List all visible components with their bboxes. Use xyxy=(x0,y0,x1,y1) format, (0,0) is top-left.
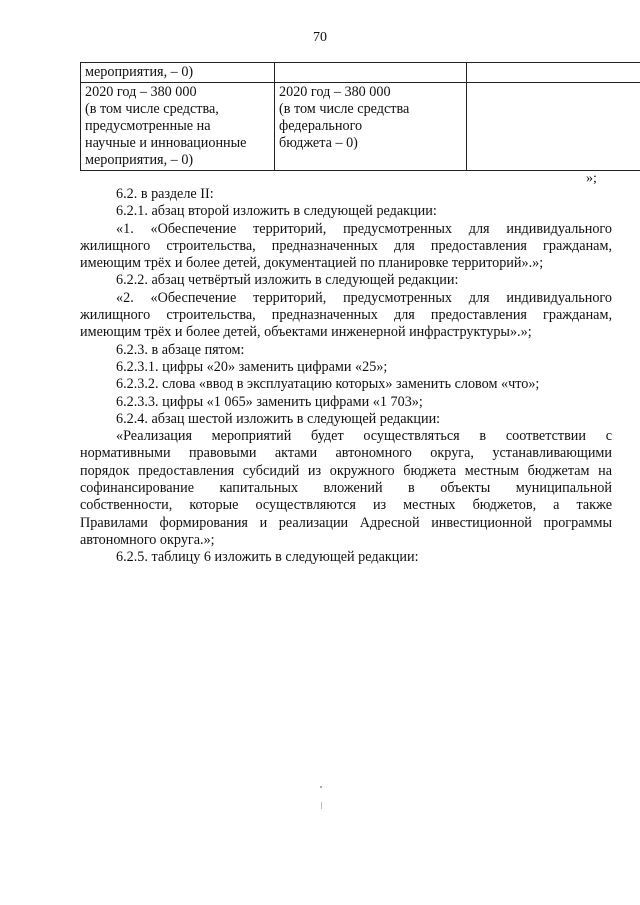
paragraph-line: «2. «Обеспечение территорий, предусмотренных для индивидуального xyxy=(116,289,612,306)
table-cell xyxy=(467,83,640,171)
cell-line: 2020 год – 380 000 xyxy=(279,84,391,100)
cell-line: мероприятия, – 0) xyxy=(85,64,194,80)
paragraph-line: софинансирование капитальных вложений в объекты муниципальной xyxy=(80,480,612,497)
cell-line: бюджета – 0) xyxy=(279,135,358,151)
paragraph: 6.2.5. таблицу 6 изложить в следующей редакции: xyxy=(116,549,419,566)
paragraph: 6.2.3.3. цифры «1 065» заменить цифрами «1 703»; xyxy=(116,393,423,410)
cell-line: предусмотренные на xyxy=(85,118,211,134)
paragraph: 6.2. в разделе II: xyxy=(116,186,214,202)
paragraph-line: нормативными правовыми актами автономного округа, устанавливающими xyxy=(80,445,612,462)
paragraph-line: жилищного строительства, предназначенных для предоставления гражданам, xyxy=(80,307,612,324)
paragraph: 6.2.3.1. цифры «20» заменить цифрами «25»; xyxy=(116,358,388,375)
paragraph-line: «1. «Обеспечение территорий, предусмотренных для индивидуального xyxy=(116,220,612,237)
paragraph-line: собственности, которые осуществляются из местных бюджетов, а также xyxy=(80,497,612,514)
paragraph: 6.2.2. абзац четвёртый изложить в следующей редакции: xyxy=(116,272,459,289)
cell-line: (в том числе средства, xyxy=(85,101,219,117)
document-body xyxy=(80,186,612,567)
scan-mark xyxy=(321,802,322,809)
cell-line: федерального xyxy=(279,118,363,134)
paragraph-line: жилищного строительства, предназначенных для предоставления гражданам, xyxy=(80,237,612,254)
cell-line: мероприятия, – 0) xyxy=(85,152,194,168)
table-cell xyxy=(275,63,467,83)
paragraph: 6.2.3. в абзаце пятом: xyxy=(116,341,245,358)
paragraph-line: порядок предоставления субсидий из окружного бюджета местным бюджетам на xyxy=(80,462,612,479)
cell-line: научные и инновационные xyxy=(85,135,247,151)
paragraph: 6.2.1. абзац второй изложить в следующей редакции: xyxy=(116,203,437,220)
table-row xyxy=(81,83,640,171)
table-cell xyxy=(275,83,467,171)
scan-speck xyxy=(320,786,322,788)
paragraph: 6.2.3.2. слова «ввод в эксплуатацию которых» заменить словом «что»; xyxy=(116,376,540,393)
closing-quote-mark: »; xyxy=(586,171,597,186)
paragraph-line: имеющим трёх и более детей, объектами инженерной инфраструктуры».»; xyxy=(80,324,532,341)
paragraph-line: автономного округа.»; xyxy=(80,531,215,548)
table-cell xyxy=(467,63,640,83)
paragraph-line: «Реализация мероприятий будет осуществляться в соответствии с xyxy=(116,428,612,445)
paragraph: 6.2.4. абзац шестой изложить в следующей редакции: xyxy=(116,410,441,427)
paragraph-line: имеющим трёх и более детей, документацией по планировке территорий».»; xyxy=(80,255,544,272)
cell-line: (в том числе средства xyxy=(279,101,410,117)
table-cell xyxy=(81,63,275,83)
paragraph-line: Правилами формирования и реализации Адресной инвестиционной программы xyxy=(80,514,612,531)
cell-line: 2020 год – 380 000 xyxy=(85,84,197,100)
budget-table xyxy=(80,62,640,171)
table-row xyxy=(81,63,640,83)
page-number: 70 xyxy=(313,30,327,45)
table-cell xyxy=(81,83,275,171)
